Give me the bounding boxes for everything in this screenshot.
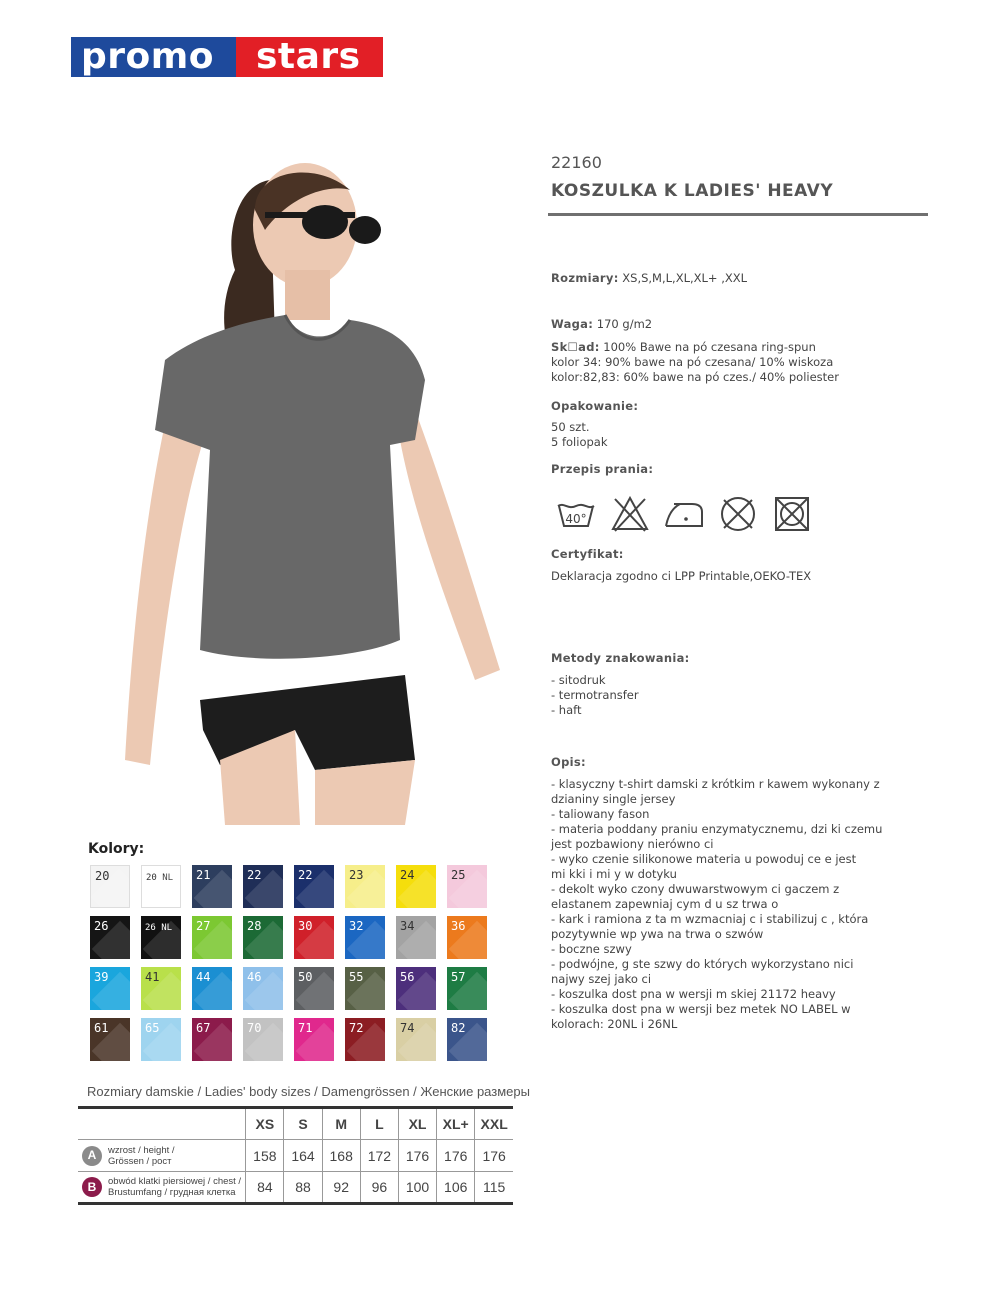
no-tumble-dry-icon [718,494,758,534]
color-swatch[interactable] [192,865,232,908]
product-name: KOSZULKA K LADIES' HEAVY [551,181,834,201]
color-code: 22 [247,868,262,882]
logo-promo: promo [71,37,236,77]
color-code: 26 NL [145,923,173,933]
color-swatch[interactable] [192,1018,232,1061]
color-code: 30 [298,919,313,933]
color-code: 71 [298,1021,313,1035]
color-swatch[interactable] [447,967,487,1010]
color-swatch[interactable] [192,967,232,1010]
color-code: 56 [400,970,415,984]
packaging-line: 5 foliopak [551,435,608,449]
description-label: Opis: [551,755,586,769]
description-line: dzianiny single jersey [551,792,676,806]
table-cell: 88 [284,1172,322,1204]
color-code: 27 [196,919,211,933]
composition-block [551,340,839,385]
color-code: 55 [349,970,364,984]
marking-item: - sitodruk [551,673,606,687]
weight-value: 170 g/m2 [596,317,653,331]
logo-stars [236,37,383,77]
no-dry-clean-icon [772,494,812,534]
no-bleach-icon [610,494,650,534]
color-swatch[interactable] [345,916,385,959]
description-line: - dekolt wyko czony dwuwarstwowym ci gaczem z [551,882,840,896]
color-code: 20 [95,869,110,883]
color-code: 26 [94,919,109,933]
color-swatch[interactable] [90,967,130,1010]
color-swatch[interactable] [90,1018,130,1061]
composition-line: 100% Bawe na pó czesana ring-spun [603,340,816,354]
color-code: 41 [145,970,160,984]
color-code: 22 [298,868,313,882]
table-cell: 115 [475,1172,513,1204]
weight-label: Waga: [551,317,594,331]
description-line: elastanem zapewniaj cym d u sz trwa o [551,897,779,911]
certificate-label: Certyfikat: [551,547,624,561]
color-swatch[interactable] [396,916,436,959]
color-code: 23 [349,868,364,882]
color-swatch[interactable] [294,865,334,908]
table-cell: 172 [360,1140,398,1172]
color-code: 32 [349,919,364,933]
table-cell: 84 [246,1172,284,1204]
size-header: XXL [475,1108,513,1140]
marking-item: - termotransfer [551,688,639,702]
color-code: 72 [349,1021,364,1035]
logo-stars-text: stars [256,36,361,77]
color-code: 57 [451,970,466,984]
product-code: 22160 [551,153,602,172]
iron-low-icon [664,494,704,534]
color-code: 24 [400,868,415,882]
description-line: - taliowany fason [551,807,650,821]
table-cell: 164 [284,1140,322,1172]
color-code: 25 [451,868,466,882]
color-swatch[interactable] [396,865,436,908]
description-line: - kark i ramiona z ta m wzmacniaj c i stabilizuj c , która [551,912,869,926]
table-cell: 158 [246,1140,284,1172]
product-photo [115,160,515,825]
row-label-height [78,1140,246,1172]
row-label-line: obwód klatki piersiowej / chest / [108,1176,242,1187]
composition-line: kolor 34: 90% bawe na pó czesana/ 10% wiskoza [551,355,834,369]
certificate-value: Deklaracja zgodno ci LPP Printable,OEKO-TEX [551,569,812,583]
description-list [551,777,891,1032]
description-line: - materia poddany praniu enzymatycznemu, dzi ki czemu [551,822,883,836]
color-code: 21 [196,868,211,882]
size-header: XS [246,1108,284,1140]
packaging-label: Opakowanie: [551,399,639,413]
description-line: pozytywnie wp ywa na trwa o szwów [551,927,764,941]
sizes-label: Rozmiary: [551,271,619,285]
color-code: 65 [145,1021,160,1035]
color-swatch[interactable] [447,1018,487,1061]
marking-list [551,673,639,718]
color-swatch[interactable] [243,865,283,908]
row-badge: B [82,1177,102,1197]
composition-line: kolor:82,83: 60% bawe na pó czes./ 40% poliester [551,370,839,384]
color-code: 36 [451,919,466,933]
weight-row [551,317,652,332]
title-divider [548,213,928,216]
color-swatch[interactable] [141,1018,181,1061]
table-cell: 100 [398,1172,436,1204]
table-cell: 168 [322,1140,360,1172]
brand-logo[interactable] [71,37,383,77]
size-header: XL+ [437,1108,475,1140]
color-swatch[interactable] [294,916,334,959]
row-label-chest [78,1172,246,1204]
size-header: L [360,1108,398,1140]
color-swatch[interactable] [141,967,181,1010]
table-row [78,1172,513,1204]
description-line: kolorach: 20NL i 26NL [551,1017,678,1031]
description-line: - koszulka dost pna w wersji bez metek NO LABEL w [551,1002,851,1016]
description-line: - wyko czenie silikonowe materia u powoduj ce e jest [551,852,857,866]
color-code: 39 [94,970,109,984]
size-table-title: Rozmiary damskie / Ladies' body sizes / Damengrössen / Женские размеры [87,1084,530,1099]
colors-title: Kolory: [88,841,145,857]
color-code: 34 [400,919,415,933]
color-swatch[interactable] [447,865,487,908]
table-cell: 176 [475,1140,513,1172]
row-label-line: Grössen / рост [108,1155,172,1167]
color-swatch[interactable] [345,1018,385,1061]
table-row [78,1140,513,1172]
color-code: 61 [94,1021,109,1035]
composition-label: Sk☐ad: [551,340,600,354]
marking-label: Metody znakowania: [551,651,690,665]
sizes-value: XS,S,M,L,XL,XL+ ,XXL [622,271,748,285]
color-swatch[interactable] [294,1018,334,1061]
description-line: - koszulka dost pna w wersji m skiej 21172 heavy [551,987,836,1001]
washing-icons [556,494,812,534]
size-header: M [322,1108,360,1140]
table-cell: 176 [398,1140,436,1172]
color-swatch[interactable] [345,865,385,908]
color-swatch[interactable] [345,967,385,1010]
color-swatches [90,865,487,1061]
description-line: - podwójne, g ste szwy do których wykorzystano nici [551,957,854,971]
packaging-line: 50 szt. [551,420,590,434]
description-line: - klasyczny t-shirt damski z krótkim r kawem wykonany z [551,777,880,791]
color-swatch[interactable] [447,916,487,959]
row-label-line: wzrost / height / [108,1144,175,1156]
size-header: XL [398,1108,436,1140]
color-code: 74 [400,1021,415,1035]
color-code: 50 [298,970,313,984]
color-swatch[interactable] [294,967,334,1010]
color-swatch[interactable] [90,865,130,908]
color-swatch[interactable] [90,916,130,959]
description-line: jest pozbawiony nierówno ci [551,837,714,851]
table-cell: 92 [322,1172,360,1204]
color-code: 28 [247,919,262,933]
row-badge: A [82,1146,102,1166]
wash-temp: 40° [565,512,587,526]
size-table-header [78,1108,513,1140]
color-code: 67 [196,1021,211,1035]
color-swatch[interactable] [141,865,181,908]
color-swatch[interactable] [192,916,232,959]
size-header: S [284,1108,322,1140]
sizes-row [551,271,747,286]
table-cell: 96 [360,1172,398,1204]
color-swatch[interactable] [243,967,283,1010]
row-label-line: Brustumfang / грудная клетка [108,1187,236,1198]
table-cell: 106 [437,1172,475,1204]
washing-label: Przepis prania: [551,462,654,476]
color-code: 82 [451,1021,466,1035]
color-code: 44 [196,970,211,984]
color-code: 46 [247,970,262,984]
description-line: - boczne szwy [551,942,632,956]
description-line: najwy szej jako ci [551,972,652,986]
table-cell: 176 [437,1140,475,1172]
color-swatch[interactable] [396,967,436,1010]
color-swatch[interactable] [141,916,181,959]
color-swatch[interactable] [243,916,283,959]
color-code: 20 NL [146,873,174,883]
packaging-block [551,399,638,450]
size-table [78,1106,513,1205]
wash-40-icon [556,494,596,534]
color-swatch[interactable] [243,1018,283,1061]
color-code: 70 [247,1021,262,1035]
marking-item: - haft [551,703,582,717]
color-swatch[interactable] [396,1018,436,1061]
description-line: mi kki i mi y w dotyku [551,867,677,881]
